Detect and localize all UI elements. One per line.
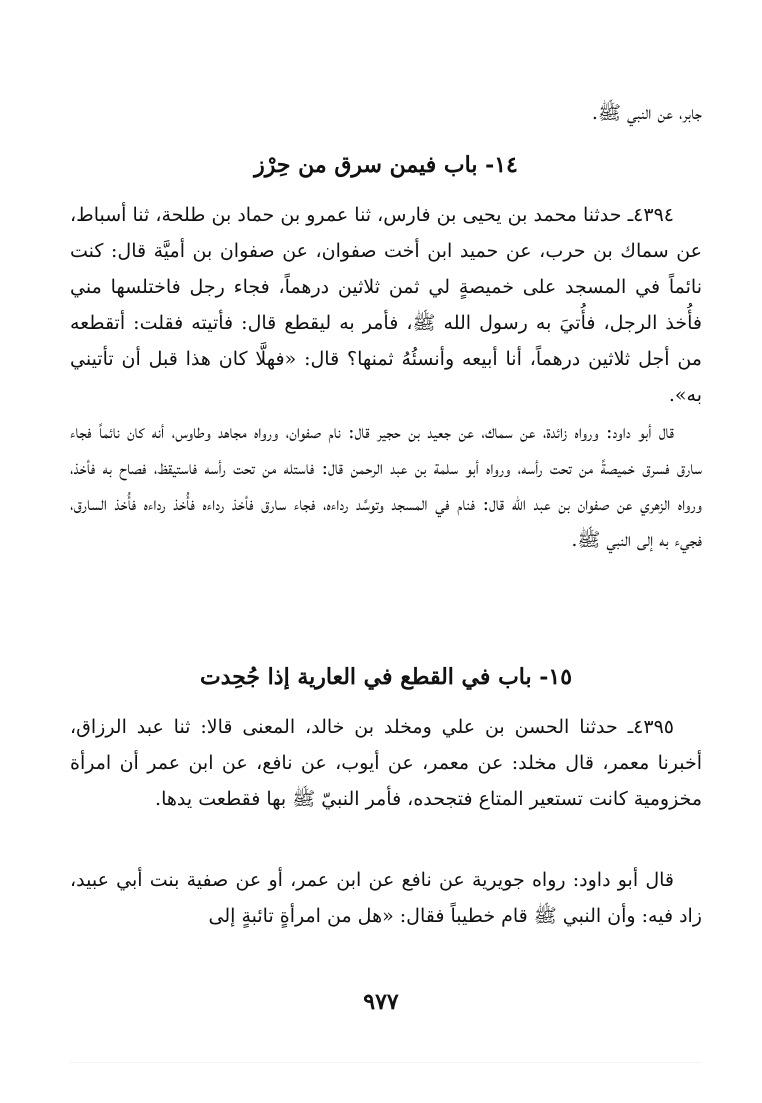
page-edge-divider <box>70 1062 702 1063</box>
hadith-4395-note-paragraph: قال أبو داود: رواه جويرية عن نافع عن ابن عمر، أو عن صفية بنت أبي عبيد، زاد فيه: وأن النبي ﷺ قام خطيباً فقال: «هل من امرأةٍ تائبةٍ إلى <box>70 869 702 927</box>
section-14-heading: ١٤- باب فيمن سرق من حِرْز <box>254 152 518 178</box>
page-number: ٩٧٧ <box>363 989 399 1015</box>
hadith-4395-paragraph: ٤٣٩٥ـ حدثنا الحسن بن علي ومخلد بن خالد، المعنى قالا: ثنا عبد الرزاق، أخبرنا معمر، قال مخلد: عن معمر، عن أيوب، عن نافع، عن ابن عمر أن امرأة مخزومية كانت تستعير المتاع فتجحده، فأمر النبيّ ﷺ بها فقطعت يدها. <box>70 716 702 810</box>
hadith-4394-note-paragraph: قال أبو داود: ورواه زائدة، عن سماك، عن جعيد بن حجير قال: نام صفوان، ورواه مجاهد وطاوس، أنه كان نائماً فجاء سارق فسرق خميصةً من تحت رأسه، ورواه أبو سلمة بن عبد الرحمن قال: فاستله من تحت رأسه فاستيقظ، فصاح به فأخذ، ورواه الزهري عن صفوان بن عبد الله قال: فنام في المسجد وتوسَّد رداءه، فجاء سارق فأخذ رداءه فأُخذ رداءه فأُخذ السارق، فجيء به إلى النبي ﷺ. <box>70 421 702 551</box>
continuation-line: جابر، عن النبي ﷺ. <box>591 102 702 124</box>
hadith-4394-paragraph: ٤٣٩٤ـ حدثنا محمد بن يحيى بن فارس، ثنا عمرو بن حماد بن طلحة، ثنا أسباط، عن سماك بن حرب، عن حميد ابن أخت صفوان، عن صفوان بن أميَّة قال: كنت نائماً في المسجد على خميصةٍ لي ثمن ثلاثين درهماً، فجاء رجل فاختلسها مني فأُخذ الرجل، فأُتيَ به رسول الله ﷺ، فأمر به ليقطع قال: فأتيته فقلت: أتقطعه من أجل ثلاثين درهماً، أنا أبيعه وأنسئُهُ ثمنها؟ قال: «فهلَّا كان هذا قبل أن تأتيني به». <box>70 204 702 406</box>
section-15-heading: ١٥- باب في القطع في العارية إذا جُحِدت <box>199 664 573 690</box>
